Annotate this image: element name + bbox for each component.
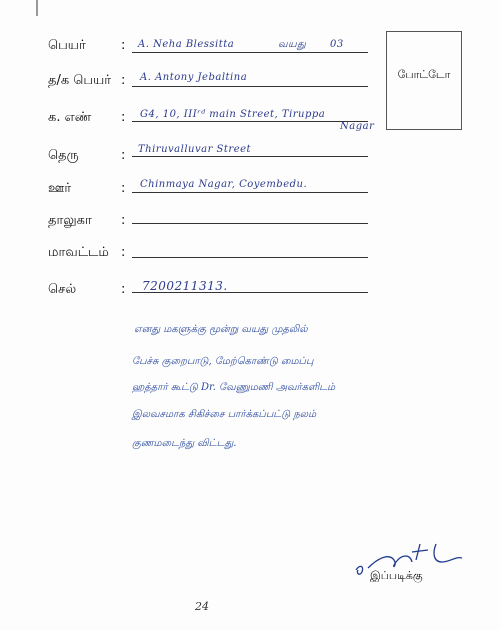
field-value-cell[interactable]: 7200211313. [142,279,228,293]
field-colon: : [121,282,126,297]
page-number: 24 [195,600,209,613]
field-colon: : [121,73,126,88]
field-line [132,292,368,293]
narrative-line: எனது மகளுக்கு மூன்று வயது முதலில் [134,324,308,335]
narrative-line: இலவசமாக சிகிச்சை பார்க்கப்பட்டு நலம் [132,409,317,420]
field-colon: : [121,38,126,53]
narrative-line: பேச்சு குறைபாடு, மேற்கொண்டு மைப்பு [132,356,314,367]
field-line [132,192,368,193]
field-label-district: மாவட்டம் [48,245,109,260]
field-line [132,223,368,224]
field-label-taluk: தாலுகா [48,213,92,228]
field-value-door-number[interactable]: G4, 10, IIIʳᵈ main Street, Tiruppa [140,109,326,120]
age-label: வயது [278,39,307,50]
narrative-line: குணமடைந்து விட்டது. [132,438,237,449]
signature-caption: இப்படிக்கு [370,569,423,582]
field-label-father-name: த/க பெயர் [48,73,112,88]
page-crease [36,0,38,16]
field-value-street[interactable]: Thiruvalluvar Street [138,144,252,155]
field-value-father-name[interactable]: A. Antony Jebaltina [140,72,248,83]
field-label-street: தெரு [48,148,79,163]
age-value[interactable]: 03 [330,39,344,50]
field-line [132,52,368,53]
field-colon: : [121,213,126,228]
field-colon: : [121,110,126,125]
field-colon: : [121,181,126,196]
field-line [132,86,368,87]
field-label-town: ஊர் [48,181,72,196]
narrative-line: ஹத்தார் கூட்டு Dr. வேணுமணி அவர்களிடம் [132,382,336,393]
field-line [132,121,368,122]
field-colon: : [121,148,126,163]
field-value-town[interactable]: Chinmaya Nagar, Coyembedu. [140,179,308,190]
field-colon: : [121,245,126,260]
photo-label: போட்டோ [397,68,451,81]
field-value-name[interactable]: A. Neha Blessitta [138,39,235,50]
photo-box[interactable] [386,31,462,130]
field-label-door-number: க. எண் [48,110,92,125]
field-line [132,257,368,258]
field-label-name: பெயர் [48,38,86,53]
field-line [132,156,368,157]
address-continuation: Nagar [340,121,375,132]
field-label-cell: செல் [48,282,77,297]
